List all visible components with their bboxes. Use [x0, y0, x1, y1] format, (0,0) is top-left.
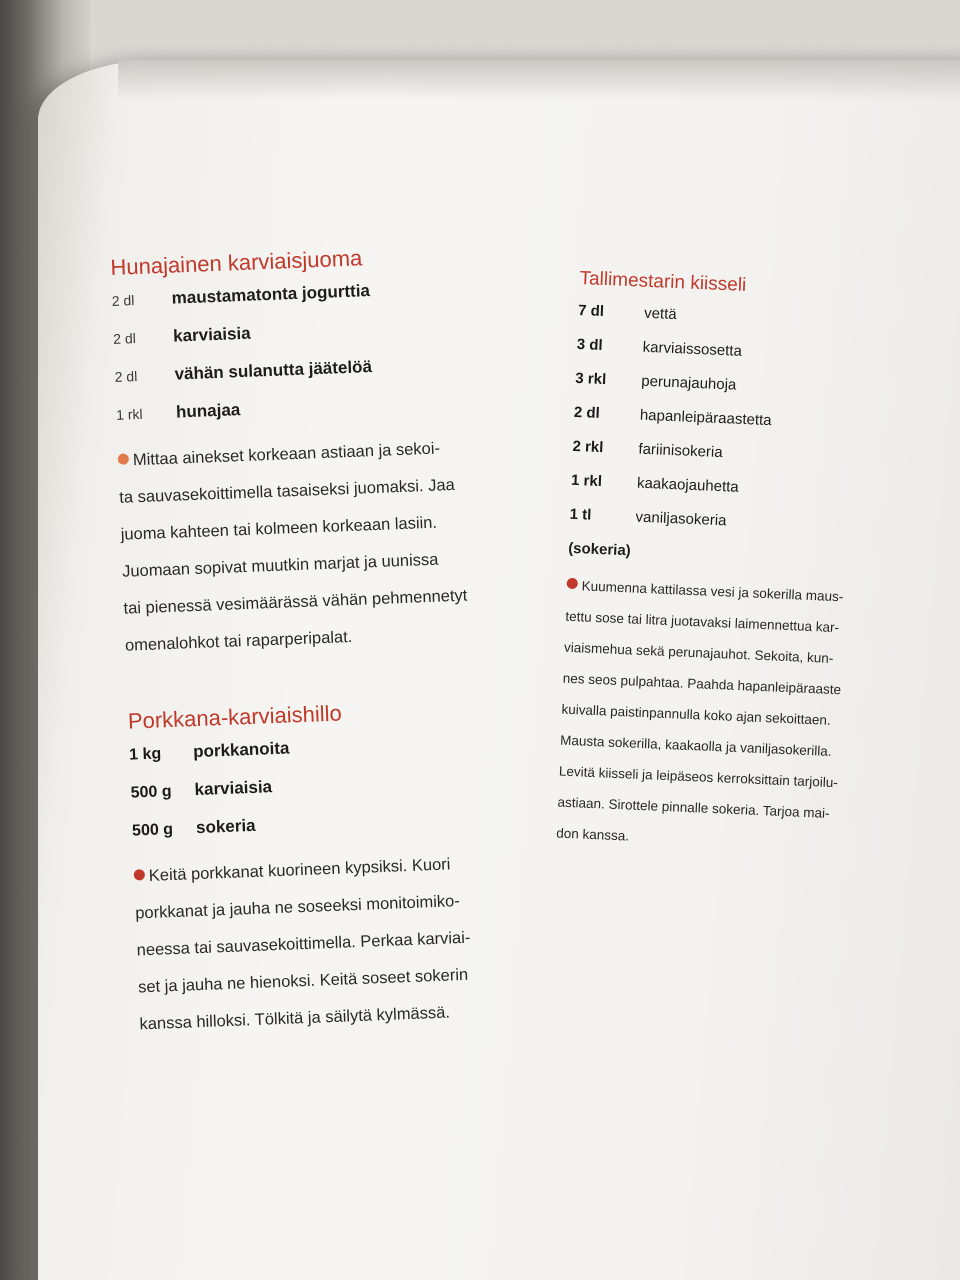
ingredient-qty: 3 rkl — [575, 369, 607, 389]
ingredient-note: (sokeria) — [567, 539, 632, 560]
page-curl — [118, 60, 960, 100]
method-line: ta sauvasekoittimella tasaiseksi juomaksi. Jaa — [118, 475, 456, 507]
ingredient-qty: 1 tl — [569, 505, 592, 524]
ingredient-name: vaniljasokeria — [635, 508, 727, 530]
method-line: juoma kahteen tai kolmeen korkeaan lasiin. — [120, 513, 438, 544]
method-line: Mausta sokerilla, kaakaolla ja vaniljasokerilla. — [559, 732, 832, 759]
right-column — [556, 268, 920, 863]
left-column — [110, 238, 580, 1043]
ingredient-name: vettä — [643, 304, 678, 324]
ingredient-qty: 2 dl — [114, 368, 138, 385]
ingredient-name: perunajauhoja — [640, 372, 737, 394]
method-text — [133, 842, 580, 1044]
method-line: omenalohkot tai raparperipalat. — [124, 627, 353, 655]
method-line: viaismehua sekä perunajauhot. Sekoita, kun- — [563, 639, 834, 666]
ingredient-qty: 1 kg — [128, 745, 162, 764]
method-line: tettu sose tai litra juotavaksi laimennettua kar- — [565, 608, 840, 636]
method-line: kuivalla paistinpannulla koko ajan sekoittaen. — [561, 701, 832, 728]
method-line: kanssa hilloksi. Tölkitä ja säilytä kylmässä. — [139, 1003, 451, 1034]
bullet-icon — [134, 869, 145, 880]
ingredient-qty: 3 dl — [576, 335, 603, 355]
bullet-icon — [118, 453, 129, 464]
recipe-porkkana — [127, 692, 580, 1044]
ingredient-name: kaakaojauhetta — [636, 474, 740, 496]
ingredient-qty: 2 dl — [111, 292, 135, 309]
method-line: Levitä kiisseli ja leipäseos kerroksittain tarjoilu- — [558, 763, 839, 791]
recipe-title: Tallimestarin kiisseli — [579, 268, 747, 296]
method-line: Juomaan sopivat muutkin marjat ja uunissa — [121, 550, 439, 581]
ingredient-name: karviaissosetta — [642, 338, 743, 360]
ingredient-name: fariinisokeria — [638, 440, 723, 462]
method-line: Keitä porkkanat kuorineen kypsiksi. Kuori — [133, 842, 574, 896]
ingredient-name: hunajaa — [175, 400, 241, 422]
ingredient-name: karviaisia — [194, 777, 273, 800]
method-line: Kuumenna kattilassa vesi ja sokerilla maus- — [566, 570, 907, 615]
ingredient-qty: 2 rkl — [572, 437, 604, 457]
ingredient-name: vähän sulanutta jäätelöä — [174, 357, 373, 384]
method-line: set ja jauha ne hienoksi. Keitä soseet sokerin — [137, 965, 469, 997]
method-line: tai pienessä vesimäärässä vähän pehmennetyt — [123, 586, 468, 618]
ingredient-qty: 1 rkl — [115, 405, 143, 423]
method-line: nes seos pulpahtaa. Paahda hapanleipäraaste — [562, 670, 842, 698]
ingredient-name: sokeria — [195, 815, 256, 838]
ingredient-name: karviaisia — [172, 323, 251, 346]
method-line: astiaan. Sirottele pinnalle sokeria. Tarjoa mai- — [557, 794, 830, 821]
bullet-icon — [567, 578, 578, 589]
ingredient-qty: 1 rkl — [570, 471, 603, 491]
ingredient-name: hapanleipäraastetta — [639, 406, 772, 430]
recipe-title: Porkkana-karviaishillo — [127, 700, 343, 734]
ingredient-qty: 2 dl — [573, 403, 601, 422]
ingredient-qty: 500 g — [130, 783, 172, 802]
ingredient-qty: 7 dl — [577, 301, 605, 321]
method-text — [117, 426, 565, 665]
recipe-tallimestarin — [556, 268, 920, 863]
recipe-title: Hunajainen karviaisjuoma — [110, 245, 363, 280]
method-line: porkkanat ja jauha ne soseeksi monitoimiko- — [134, 892, 461, 923]
ingredient-name: maustamatonta jogurttia — [171, 281, 371, 308]
method-line: neessa tai sauvasekoittimella. Perkaa karviai- — [136, 928, 471, 960]
ingredient-name: porkkanoita — [192, 738, 290, 762]
method-text — [556, 570, 907, 863]
ingredient-qty: 2 dl — [112, 330, 137, 347]
recipe-hunajainen — [110, 238, 565, 665]
method-line: Mittaa ainekset korkeaan astiaan ja sekoi- — [117, 426, 558, 480]
ingredient-qty: 500 g — [131, 821, 174, 840]
method-line: don kanssa. — [556, 825, 630, 844]
